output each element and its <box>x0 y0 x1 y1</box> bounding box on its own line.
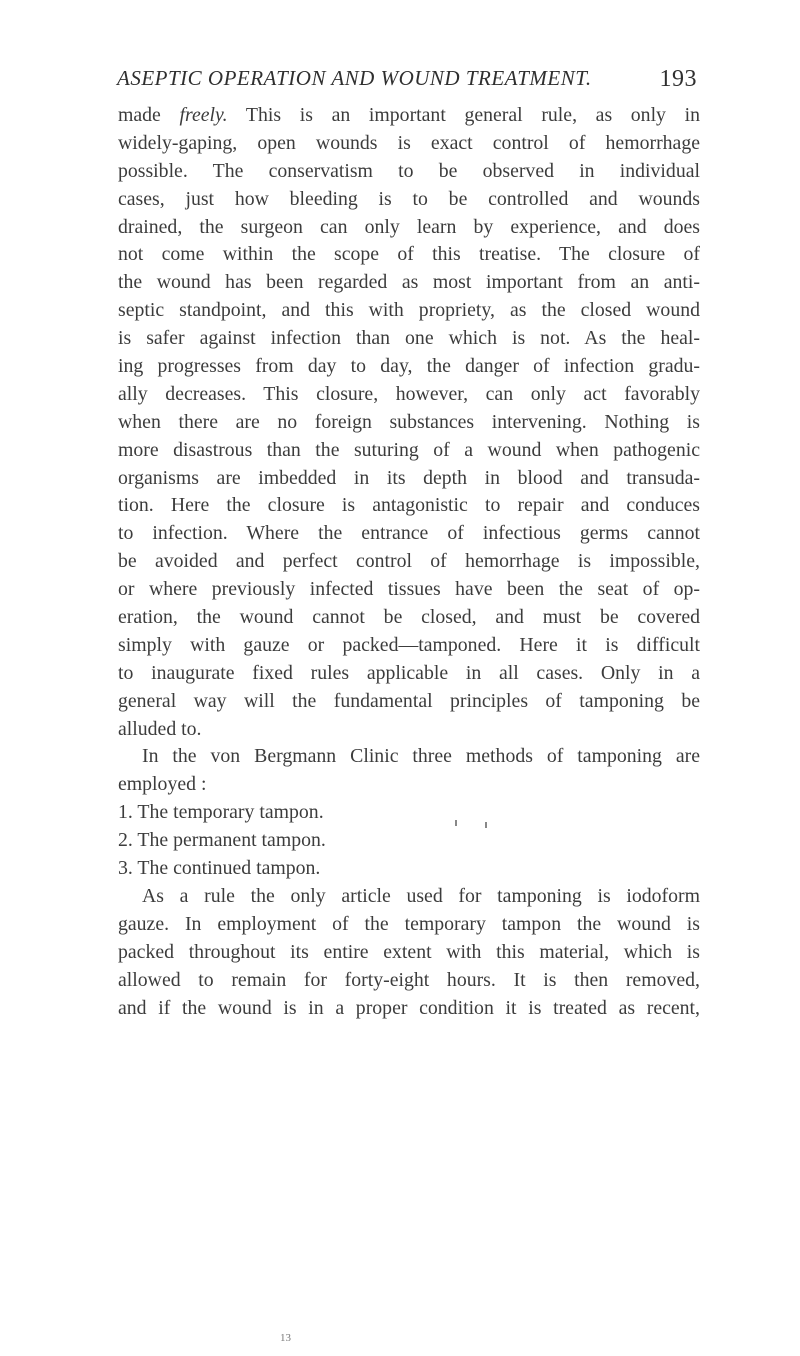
text-line: not come within the scope of this treatise. The closure of <box>118 243 700 266</box>
text-line: general way will the fundamental principles of tamponing be <box>118 689 700 712</box>
page-number: 193 <box>659 66 697 92</box>
text-line: packed throughout its entire extent with this material, which is <box>118 940 700 963</box>
text-line: simply with gauze or packed—tamponed. Here it is difficult <box>118 633 700 656</box>
text-line: widely-gaping, open wounds is exact control of hemorrhage <box>118 131 700 154</box>
running-head <box>117 66 697 91</box>
text-line: or where previously infected tissues have been the seat of op- <box>118 578 700 601</box>
text-line: eration, the wound cannot be closed, and must be covered <box>118 606 700 629</box>
text-line: ing progresses from day to day, the danger of infection gradu- <box>118 355 700 378</box>
print-speck <box>485 822 487 828</box>
text-line: to inaugurate fixed rules applicable in all cases. Only in a <box>118 661 700 684</box>
text-line: As a rule the only article used for tamponing is iodoform <box>142 884 700 907</box>
signature-mark: 13 <box>280 1332 291 1344</box>
text-line: tion. Here the closure is antagonistic to repair and conduces <box>118 494 700 517</box>
list-item: 1. The temporary tampon. <box>118 801 324 824</box>
text-line: organisms are imbedded in its depth in blood and transuda- <box>118 466 700 489</box>
text-line: gauze. In employment of the temporary tampon the wound is <box>118 912 700 935</box>
text-line: and if the wound is in a proper condition it is treated as recent, <box>118 996 700 1019</box>
text-line: septic standpoint, and this with propriety, as the closed wound <box>118 299 700 322</box>
list-item: 3. The continued tampon. <box>118 857 321 880</box>
text-line: possible. The conservatism to be observed in individual <box>118 159 700 182</box>
print-speck <box>455 820 457 826</box>
text-line: the wound has been regarded as most important from an anti- <box>118 271 700 294</box>
text-line: cases, just how bleeding is to be controlled and wounds <box>118 187 700 210</box>
text-line: more disastrous than the suturing of a wound when pathogenic <box>118 438 700 461</box>
body-text <box>118 102 700 1022</box>
text-line: In the von Bergmann Clinic three methods of tamponing are <box>142 745 700 768</box>
text-line: ally decreases. This closure, however, can only act favorably <box>118 382 700 405</box>
text-line: alluded to. <box>118 717 202 740</box>
text-line: when there are no foreign substances intervening. Nothing is <box>118 410 700 433</box>
running-title: ASEPTIC OPERATION AND WOUND TREATMENT. <box>117 66 592 90</box>
text-line: made freely. This is an important general rule, as only in <box>118 104 700 126</box>
text-line: to infection. Where the entrance of infectious germs cannot <box>118 522 700 545</box>
list-item: 2. The permanent tampon. <box>118 829 326 852</box>
text-line: employed : <box>118 773 207 796</box>
text-line: allowed to remain for forty-eight hours. It is then removed, <box>118 968 700 991</box>
text-line: drained, the surgeon can only learn by experience, and does <box>118 215 700 238</box>
text-line: be avoided and perfect control of hemorrhage is impossible, <box>118 550 700 573</box>
text-line: is safer against infection than one which is not. As the heal- <box>118 327 700 350</box>
